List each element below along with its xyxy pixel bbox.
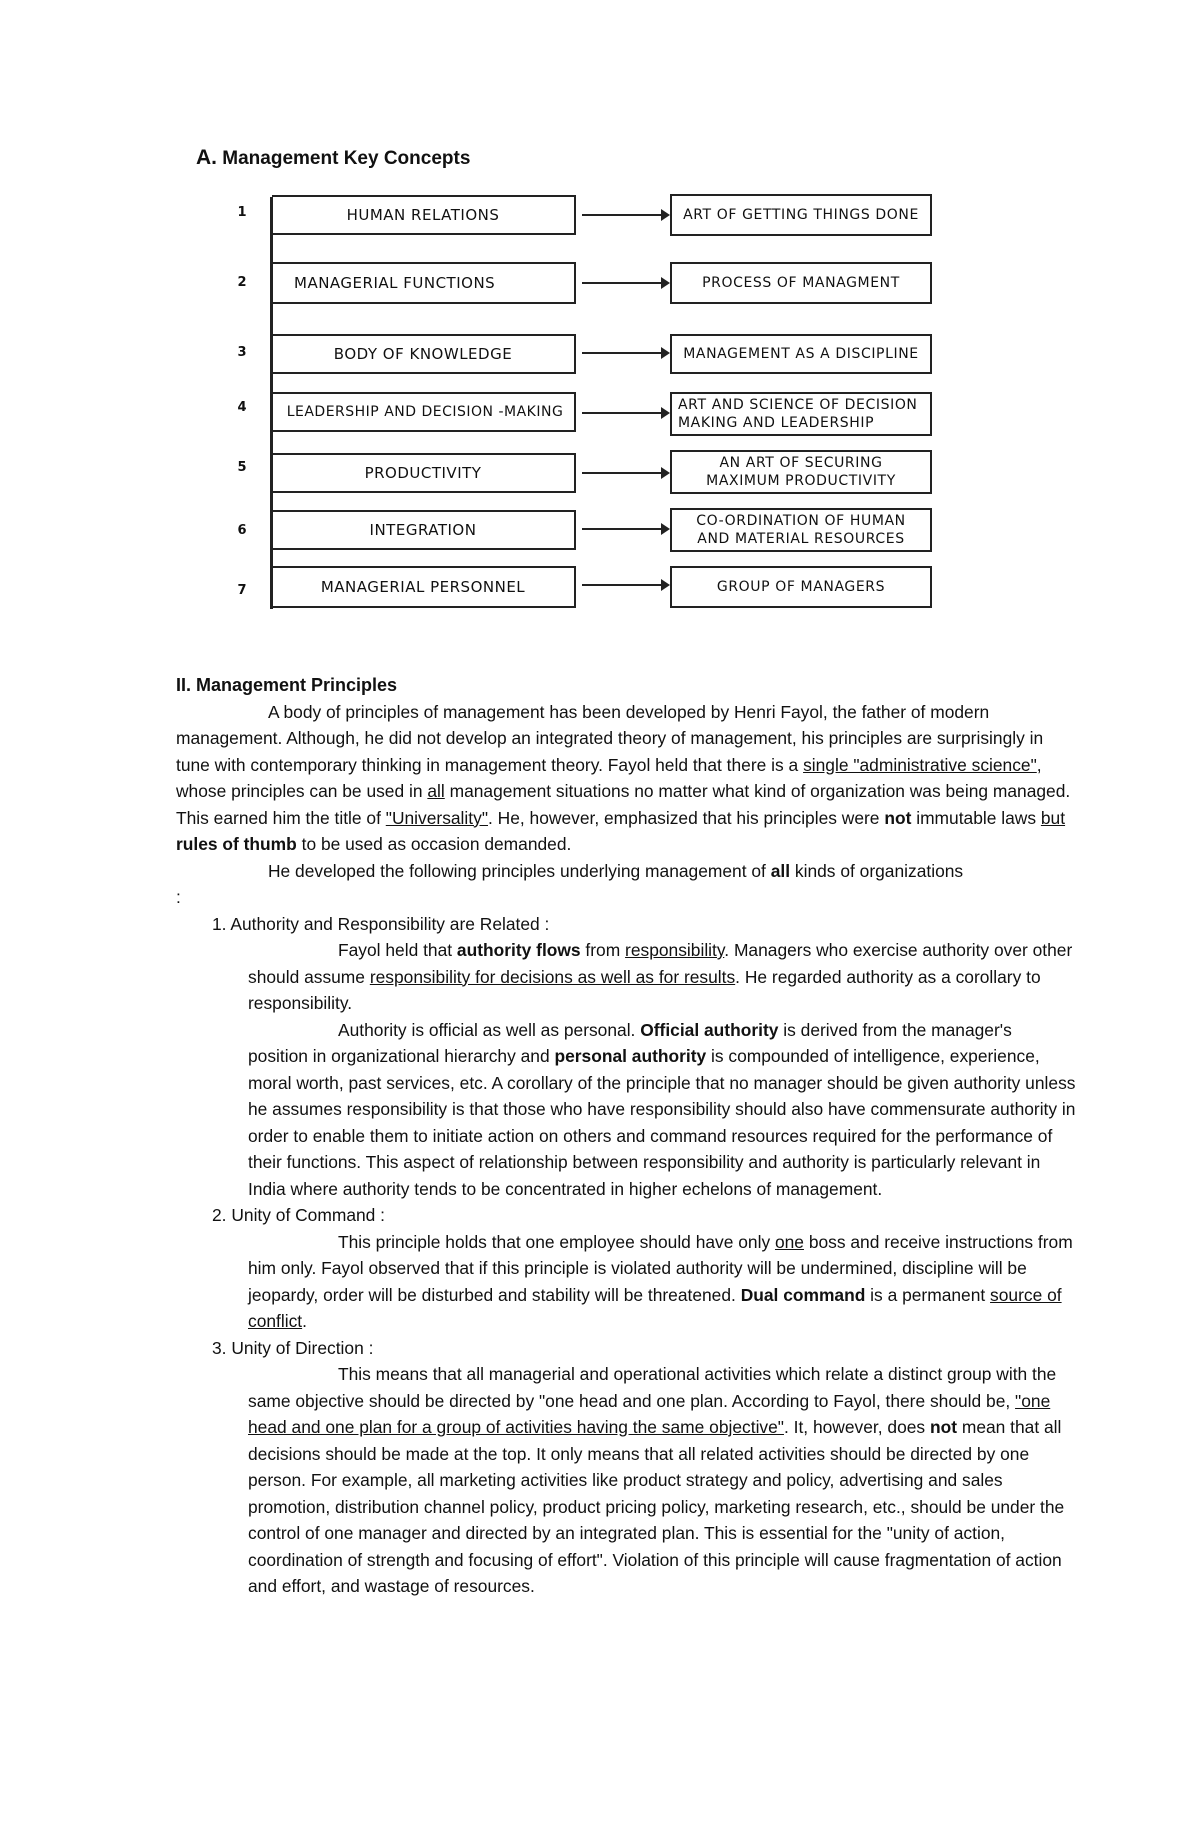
meaning-line: GROUP OF MANAGERS <box>716 579 886 595</box>
concept-label: HUMAN RELATIONS <box>346 206 500 224</box>
underlined-text: but <box>1040 807 1066 828</box>
principle-heading-3: 3. Unity of Direction : <box>212 1337 374 1358</box>
row-number: 6 <box>237 523 247 538</box>
meaning-box <box>670 334 932 374</box>
text: Authority is official as well as personal. <box>338 1019 641 1040</box>
intro-paragraph <box>176 699 1076 858</box>
text: . He, however, emphasized that his principles were <box>488 807 885 828</box>
paragraph <box>248 1361 1076 1600</box>
colon-line: : <box>176 887 181 907</box>
text: is a permanent <box>865 1284 991 1305</box>
meaning-box <box>670 450 932 494</box>
paragraph <box>248 1017 1076 1203</box>
meaning-box <box>670 194 932 236</box>
meaning-box <box>670 262 932 304</box>
meaning-box <box>670 566 932 608</box>
row-number: 7 <box>237 583 247 598</box>
paragraph <box>248 1229 1076 1335</box>
concept-box <box>272 195 576 235</box>
meaning-line: PROCESS OF MANAGMENT <box>702 275 900 291</box>
text: He developed the following principles underlying management of <box>268 860 771 881</box>
underlined-text: responsibility <box>625 940 725 960</box>
arrow <box>582 412 668 414</box>
row-number: 2 <box>237 275 247 290</box>
arrow <box>582 282 668 284</box>
underlined-text: responsibility for decisions as well as for results <box>369 966 736 987</box>
text: Fayol held that <box>338 940 457 960</box>
underlined-text: one <box>774 1231 804 1252</box>
meaning-line: MAKING AND LEADERSHIP <box>678 415 875 431</box>
arrow <box>582 528 668 530</box>
text: . He regarded authority as a corollary to responsibility. <box>248 966 1041 1013</box>
paragraph <box>248 937 1076 1017</box>
section-a-title: Management Key Concepts <box>222 148 471 169</box>
intro-paragraph-2 <box>176 858 1076 885</box>
principle-heading-2: 2. Unity of Command : <box>212 1205 386 1225</box>
concept-label: PRODUCTIVITY <box>364 464 482 482</box>
principles-section <box>176 672 1076 1600</box>
section-a-letter: A. <box>196 146 217 169</box>
arrow <box>582 584 668 586</box>
meaning-line: MANAGEMENT AS A DISCIPLINE <box>683 346 919 362</box>
arrow <box>582 472 668 474</box>
meaning-line: ART AND SCIENCE OF DECISION <box>678 397 918 413</box>
arrow <box>582 214 668 216</box>
principle-body-3 <box>176 1361 1076 1600</box>
text: A body of principles of management has been developed by Henri Fayol, the father of modern management. Although, he did not develop an integrated theory of management, his principles are surprisingly in tune with contemporary thinking in management theory. Fayol held that there is a <box>176 701 1044 775</box>
bold-text: Dual command <box>740 1284 866 1305</box>
text: This means that all managerial and operational activities which relate a distinct group with the same objective should be directed by "one head and one plan. According to Fayol, there should be, <box>248 1364 1057 1411</box>
meaning-box <box>670 392 932 436</box>
concept-label: MANAGERIAL FUNCTIONS <box>294 274 496 292</box>
section-heading: II. Management Principles <box>176 675 398 695</box>
concept-label: MANAGERIAL PERSONNEL <box>320 578 526 596</box>
principle-heading-1: 1. Authority and Responsibility are Related : <box>212 913 550 934</box>
meaning-line: CO-ORDINATION OF HUMAN <box>696 513 906 529</box>
underlined-text: source of conflict <box>248 1284 1062 1331</box>
meaning-line: MAXIMUM PRODUCTIVITY <box>706 473 896 489</box>
text: . It, however, does <box>783 1417 930 1437</box>
underlined-text: all <box>427 781 445 801</box>
concept-box <box>272 262 576 304</box>
concept-box <box>272 566 576 608</box>
underlined-text: "Universality" <box>385 807 488 828</box>
row-number: 5 <box>237 460 247 475</box>
meaning-box <box>670 508 932 552</box>
concept-box <box>272 453 576 493</box>
meaning-line: ART OF GETTING THINGS DONE <box>683 207 919 223</box>
underlined-text: "one head and one plan for a group of activities having the same objective" <box>248 1390 1051 1437</box>
principle-body-2 <box>176 1229 1076 1335</box>
text: is derived from the manager's position in organizational hierarchy and <box>248 1019 1012 1066</box>
meaning-line: AND MATERIAL RESOURCES <box>697 531 905 547</box>
bold-text: Official authority <box>640 1019 779 1040</box>
text: This principle holds that one employee should have only <box>338 1231 775 1252</box>
underlined-text: single "administrative science" <box>803 754 1037 775</box>
concept-box <box>272 392 576 432</box>
principle-body-1 <box>176 937 1076 1202</box>
text: is compounded of intelligence, experience, moral worth, past services, etc. A corollary of the principle that no manager should be given authority unless he assumes responsibility is that those who have responsibility should also have commensurate authority in order to enable them to initiate action on others and command resources required for the performance of their functions. This aspect of relationship between responsibility and authority is particularly relevant in India where authority tends to be concentrated in higher echelons of management. <box>248 1046 1076 1199</box>
text: . Managers who exercise authority over other should assume <box>248 940 1073 987</box>
text: immutable laws <box>911 807 1041 828</box>
text: from <box>580 940 626 960</box>
bold-text: authority flows <box>456 940 581 960</box>
bold-text: not <box>884 807 912 828</box>
bold-text: all <box>770 860 791 881</box>
concept-label: LEADERSHIP AND DECISION -MAKING <box>286 404 564 420</box>
text: mean that all decisions should be made at the top. It only means that all related activities should be directed by one person. For example, all marketing activities like product strategy and policy, advertising and sales promotion, distribution channel policy, product pricing policy, marketing research, etc., should be under the control of one manager and directed by an integrated plan. This is essential for the "unity of action, coordination of strength and focusing of effort". Violation of this principle will cause fragmentation of action and effort, and wastage of resources. <box>248 1417 1065 1596</box>
concept-box <box>272 334 576 374</box>
concept-label: INTEGRATION <box>369 521 477 539</box>
text: kinds of organizations <box>790 860 964 881</box>
text: to be used as occasion demanded. <box>296 834 572 854</box>
meaning-line: AN ART OF SECURING <box>719 455 883 471</box>
arrow <box>582 352 668 354</box>
bold-text: not <box>929 1417 957 1437</box>
concept-label: BODY OF KNOWLEDGE <box>333 345 513 363</box>
text: management situations no matter what kind of organization was being managed. This earned him the title of <box>176 781 1071 828</box>
section-a-heading <box>196 146 470 170</box>
bold-text: rules of thumb <box>176 834 297 854</box>
row-number: 1 <box>237 205 247 220</box>
text: , whose principles can be used in <box>176 754 1042 801</box>
row-number: 4 <box>237 400 247 415</box>
row-number: 3 <box>237 345 247 360</box>
text: boss and receive instructions from him only. Fayol observed that if this principle is violated authority will be undermined, discipline will be jeopardy, order will be disturbed and stability will be threatened. <box>248 1231 1073 1305</box>
concept-box <box>272 510 576 550</box>
text: . <box>302 1311 307 1331</box>
bold-text: personal authority <box>554 1046 707 1066</box>
